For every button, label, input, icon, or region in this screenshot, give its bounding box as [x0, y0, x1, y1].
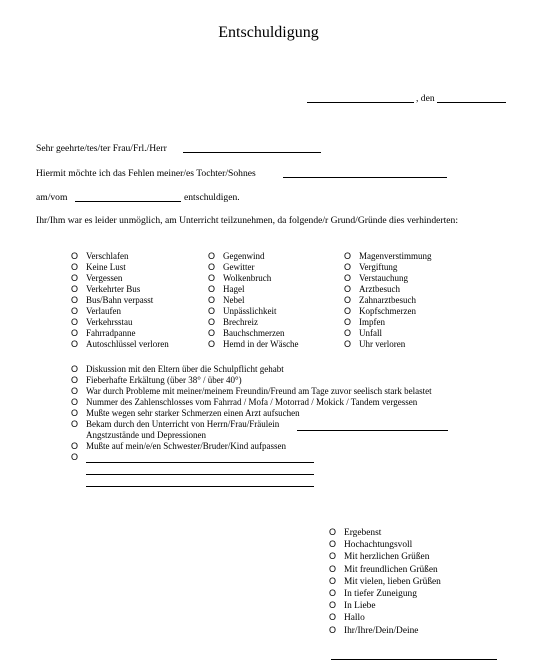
long-reason-label: Diskussion mit den Eltern über die Schulpflicht gehabt: [86, 364, 284, 374]
absence-text: Hiermit möchte ich das Fehlen meiner/es Tochter/Sohnes: [36, 168, 256, 179]
long-reason-option[interactable]: [71, 364, 284, 375]
closing-label: In tiefer Zuneigung: [344, 589, 417, 599]
closing-label: In Liebe: [344, 601, 376, 612]
reason-label: Nebel: [223, 295, 245, 305]
checkbox-circle-icon[interactable]: O: [71, 251, 79, 261]
reason-label: Autoschlüssel verloren: [86, 339, 169, 349]
reason-label: Uhr verloren: [359, 339, 406, 349]
reason-label: Bus/Bahn verpasst: [86, 295, 154, 305]
reason-option[interactable]: [344, 262, 397, 273]
reason-label: Zahnarztbesuch: [359, 295, 416, 305]
checkbox-circle-icon[interactable]: O: [344, 306, 352, 316]
reason-option[interactable]: [71, 328, 135, 339]
reason-label: Vergessen: [86, 273, 123, 283]
reason-label: Verlaufen: [86, 306, 121, 316]
checkbox-circle-icon[interactable]: O: [71, 317, 79, 327]
reason-option[interactable]: [208, 306, 277, 317]
checkbox-circle-icon[interactable]: O: [71, 441, 79, 451]
reason-option[interactable]: [71, 262, 126, 273]
reason-option[interactable]: [208, 262, 255, 273]
checkbox-circle-icon[interactable]: O: [208, 317, 216, 327]
reason-option[interactable]: [71, 317, 133, 328]
long-reason-label: Nummer des Zahlenschlosses vom Fahrrad / Mofa / Motorrad / Mokick / Tandem vergessen: [86, 397, 418, 407]
long-reason-label: Fieberhafte Erkältung (über 38° / über 40°): [86, 375, 242, 385]
checkbox-circle-icon[interactable]: O: [208, 328, 216, 338]
checkbox-circle-icon[interactable]: O: [71, 408, 79, 418]
reason-label: Magenverstimmung: [359, 251, 432, 261]
checkbox-circle-icon[interactable]: O: [329, 539, 337, 550]
checkbox-circle-icon[interactable]: O: [329, 527, 337, 537]
salutation-text: Sehr geehrte/tes/ter Frau/Frl./Herr: [36, 143, 167, 154]
checkbox-circle-icon[interactable]: O: [71, 364, 79, 374]
closing-option[interactable]: [329, 539, 412, 552]
closing-option[interactable]: [329, 551, 429, 564]
reason-option[interactable]: [71, 251, 128, 262]
closing-label: Mit freundlichen Grüßen: [344, 564, 438, 575]
reason-label: Gegenwind: [223, 251, 265, 261]
closing-label: Hochachtungsvoll: [344, 540, 413, 551]
other-reason-line-1[interactable]: [86, 462, 314, 463]
checkbox-circle-icon[interactable]: O: [208, 251, 216, 261]
reason-label: Arztbesuch: [359, 284, 400, 294]
checkbox-circle-icon[interactable]: O: [208, 339, 216, 349]
reason-option[interactable]: [208, 317, 258, 328]
closing-label: Ihr/Ihre/Dein/Deine: [344, 625, 419, 636]
reason-option[interactable]: [344, 273, 408, 284]
checkbox-circle-icon[interactable]: O: [344, 284, 352, 294]
long-reason-option[interactable]: [71, 419, 279, 430]
checkbox-circle-icon[interactable]: O: [71, 295, 79, 305]
long-reason-option[interactable]: [71, 397, 417, 408]
closing-option[interactable]: [329, 527, 381, 540]
reason-option[interactable]: [71, 284, 140, 295]
long-reason-option[interactable]: [71, 441, 286, 452]
checkbox-circle-icon[interactable]: O: [71, 452, 79, 462]
checkbox-circle-icon[interactable]: O: [329, 600, 337, 611]
reason-label: Verkehrsstau: [86, 317, 133, 327]
date-range-prefix: am/vom: [36, 192, 68, 203]
reason-option[interactable]: [344, 295, 416, 306]
checkbox-circle-icon[interactable]: O: [344, 339, 352, 349]
long-reason-label: Angstzustände und Depressionen: [86, 430, 206, 440]
blank-reason-option[interactable]: [71, 452, 86, 463]
checkbox-circle-icon[interactable]: O: [208, 295, 216, 305]
long-reason-label: Mußte wegen sehr starker Schmerzen einen Arzt aufsuchen: [86, 408, 300, 418]
reason-label: Bauchschmerzen: [223, 328, 285, 338]
date-blank[interactable]: [437, 102, 506, 103]
checkbox-circle-icon[interactable]: O: [71, 339, 79, 349]
checkbox-circle-icon[interactable]: O: [344, 295, 352, 305]
reason-option[interactable]: [71, 273, 122, 284]
reason-label: Verkehrter Bus: [86, 284, 141, 294]
reason-label: Fahrradpanne: [86, 328, 136, 338]
reason-label: Unpässlichkeit: [223, 306, 277, 316]
reason-option[interactable]: [344, 306, 416, 317]
closing-label: Mit herzlichen Grüßen: [344, 552, 430, 563]
checkbox-circle-icon[interactable]: O: [71, 328, 79, 338]
reason-label: Unfall: [359, 328, 382, 338]
reason-label: Keine Lust: [86, 262, 126, 272]
checkbox-circle-icon[interactable]: O: [344, 273, 352, 283]
reason-option[interactable]: [208, 251, 265, 262]
signature-line[interactable]: [331, 659, 497, 660]
checkbox-circle-icon[interactable]: O: [344, 328, 352, 338]
long-reason-option[interactable]: [71, 375, 242, 386]
closing-label: Mit vielen, lieben Grüßen: [344, 576, 441, 587]
closing-option[interactable]: [329, 600, 376, 613]
closing-option[interactable]: [329, 564, 438, 577]
long-reason-label: Mußte auf mein/e/en Schwester/Bruder/Kind aufpassen: [86, 441, 286, 451]
checkbox-circle-icon[interactable]: O: [344, 317, 352, 327]
long-reason-label: Bekam durch den Unterricht von Herrn/Frau/Fräulein: [86, 419, 280, 429]
date-range-suffix: entschuldigen.: [184, 192, 240, 203]
reason-label: Hagel: [223, 284, 245, 294]
closing-label: Ergebenst: [344, 528, 382, 538]
reason-option[interactable]: [344, 328, 382, 339]
reason-label: Impfen: [359, 317, 385, 327]
checkbox-circle-icon[interactable]: O: [208, 284, 216, 294]
reason-option[interactable]: [208, 284, 245, 295]
other-reason-line-3[interactable]: [86, 486, 314, 487]
reason-option[interactable]: [71, 306, 121, 317]
reason-option[interactable]: [71, 339, 169, 350]
checkbox-circle-icon[interactable]: O: [329, 588, 337, 598]
date-separator: , den: [416, 93, 435, 104]
reason-option[interactable]: [344, 317, 385, 328]
checkbox-circle-icon[interactable]: O: [208, 306, 216, 316]
reason-option[interactable]: [208, 328, 284, 339]
checkbox-circle-icon[interactable]: O: [71, 306, 79, 316]
reason-option[interactable]: [344, 251, 432, 262]
teacher-name-blank[interactable]: [297, 430, 448, 431]
checkbox-circle-icon[interactable]: O: [329, 612, 337, 623]
long-reason-option[interactable]: [71, 386, 432, 397]
checkbox-circle-icon[interactable]: O: [344, 262, 352, 272]
checkbox-circle-icon[interactable]: O: [71, 284, 79, 294]
checkbox-circle-icon[interactable]: O: [329, 551, 337, 562]
checkbox-circle-icon[interactable]: O: [208, 262, 216, 272]
reason-option[interactable]: [344, 284, 400, 295]
reason-option[interactable]: [208, 339, 299, 350]
checkbox-circle-icon[interactable]: O: [71, 262, 79, 272]
long-reason-label: War durch Probleme mit meiner/meinem Freundin/Freund am Tage zuvor seelisch stark belastet: [86, 386, 432, 396]
reason-label: Vergiftung: [359, 262, 398, 272]
checkbox-circle-icon[interactable]: O: [329, 624, 337, 635]
absence-date-blank[interactable]: [75, 201, 181, 202]
reason-option[interactable]: [71, 295, 153, 306]
page-title: Entschuldigung: [218, 24, 319, 41]
checkbox-circle-icon[interactable]: O: [208, 273, 216, 283]
checkbox-circle-icon[interactable]: O: [71, 386, 79, 396]
long-reason-option[interactable]: [71, 408, 300, 419]
checkbox-circle-icon[interactable]: O: [71, 375, 79, 385]
closing-label: Hallo: [344, 613, 365, 624]
closing-option[interactable]: [329, 625, 418, 638]
closing-option[interactable]: [329, 576, 441, 589]
place-blank[interactable]: [307, 102, 414, 103]
checkbox-circle-icon[interactable]: O: [329, 563, 337, 574]
long-reason-option: [71, 430, 206, 441]
checkbox-circle-icon[interactable]: O: [344, 251, 352, 261]
reason-label: Verschlafen: [86, 251, 129, 261]
reason-label: Kopfschmerzen: [359, 306, 416, 316]
other-reason-line-2[interactable]: [86, 474, 314, 475]
closing-option[interactable]: [329, 612, 365, 625]
reason-option[interactable]: [208, 273, 271, 284]
reason-label: Verstauchung: [359, 273, 408, 283]
checkbox-circle-icon[interactable]: O: [71, 419, 79, 429]
checkbox-circle-icon[interactable]: O: [71, 397, 79, 407]
reason-label: Hemd in der Wäsche: [223, 339, 299, 349]
checkbox-circle-icon[interactable]: O: [329, 575, 337, 586]
reason-option[interactable]: [344, 339, 405, 350]
reason-option[interactable]: [208, 295, 245, 306]
child-name-blank[interactable]: [283, 177, 447, 178]
closing-option[interactable]: [329, 588, 417, 601]
reason-label: Wolkenbruch: [223, 273, 272, 283]
reason-label: Gewitter: [223, 262, 255, 272]
checkbox-circle-icon[interactable]: O: [71, 273, 79, 283]
reason-label: Brechreiz: [223, 317, 258, 327]
reason-intro: Ihr/Ihm war es leider unmöglich, am Unterricht teilzunehmen, da folgende/r Grund/Gründe dies verhinderten:: [36, 215, 458, 226]
recipient-blank[interactable]: [183, 152, 321, 153]
